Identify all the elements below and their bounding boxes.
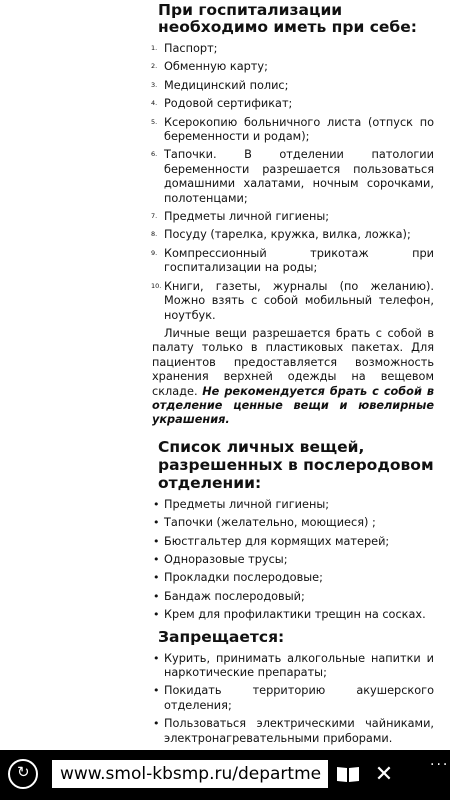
refresh-icon[interactable]: ↻: [8, 759, 38, 789]
bullet-icon: •: [153, 684, 160, 698]
valuables-warning: Не рекомендуется брать с собой в отделение ценные вещи и ювелирные украшения.: [152, 384, 435, 427]
list-item: • Бандаж послеродовый;: [153, 589, 305, 603]
list-item: 4. Родовой сертификат;: [151, 97, 293, 111]
bullet-icon: •: [153, 552, 160, 566]
list-item: 8. Посуду (тарелка, кружка, вилка, ложка);: [151, 228, 411, 242]
browser-address-bar: [0, 750, 450, 800]
personal-items-paragraph: Личные вещи разрешается брать с собой в палату только в пластиковых пакетах. Для пациентов предоставляется возможность хранения верхней одежды на вещевом складе. Не рекомендуется брать с собой в отделение ценные вещи и ювелирные украшения.: [152, 326, 435, 427]
list-item: 7. Предметы личной гигиены;: [151, 210, 330, 224]
bullet-icon: •: [153, 651, 160, 665]
article-column: [152, 0, 434, 750]
list-item: 2. Обменную карту;: [151, 60, 268, 74]
postpartum-list: [152, 498, 434, 623]
list-item: 5. Ксерокопию больничного листа (отпуск по беременности и родам);: [151, 115, 434, 144]
bullet-icon: •: [153, 534, 160, 548]
bullet-icon: •: [153, 571, 160, 585]
bullet-icon: •: [153, 717, 160, 731]
list-item: • Пользоваться электрическими чайниками, электронагревательными приборами.: [153, 717, 434, 745]
blank-margin: [0, 0, 150, 800]
list-item: 9. Компрессионный трикотаж при госпитализации на роды;: [151, 246, 434, 275]
url-field[interactable]: www.smol-kbsmp.ru/departme: [52, 760, 328, 788]
list-item: • Предметы личной гигиены;: [153, 497, 330, 511]
list-item: 6. Тапочки. В отделении патологии беременности разрешается пользоваться домашними халатами, ночным сорочками, полотенцами;: [151, 148, 434, 205]
list-item: 1. Паспорт;: [151, 42, 218, 55]
list-item: • Курить, принимать алкогольные напитки и наркотические препараты;: [153, 651, 434, 679]
list-item: • Крем для профилактики трещин на сосках.: [153, 608, 426, 622]
list-item: • Тапочки (желательно, моющиеся) ;: [153, 516, 376, 530]
bullet-icon: •: [153, 608, 160, 622]
list-item: 3. Медицинский полис;: [151, 78, 289, 92]
bullet-icon: •: [153, 516, 160, 530]
hospitalization-list: [152, 42, 434, 323]
bullet-icon: •: [153, 497, 160, 511]
close-icon[interactable]: ✕: [374, 762, 394, 787]
list-item: 10. Книги, газеты, журналы (по желанию). Можно взять с собой мобильный телефон, ноутбук.: [151, 279, 434, 322]
list-item: • Одноразовые трусы;: [153, 552, 288, 566]
section-title-hospitalization: При госпитализации необходимо иметь при себе:: [158, 1, 417, 36]
reader-view-icon[interactable]: [336, 764, 360, 784]
list-item: • Бюстгальтер для кормящих матерей;: [153, 534, 390, 548]
list-item: • Прокладки послеродовые;: [153, 571, 323, 585]
section-title-prohibited: Запрещается:: [158, 627, 285, 646]
list-item: • Покидать территорию акушерского отделения;: [153, 684, 434, 712]
prohibited-list: [152, 652, 434, 746]
section-title-postpartum: Список личных вещей, разрешенных в послеродовом отделении:: [158, 437, 434, 492]
more-icon[interactable]: ···: [430, 757, 450, 773]
bullet-icon: •: [153, 589, 160, 603]
